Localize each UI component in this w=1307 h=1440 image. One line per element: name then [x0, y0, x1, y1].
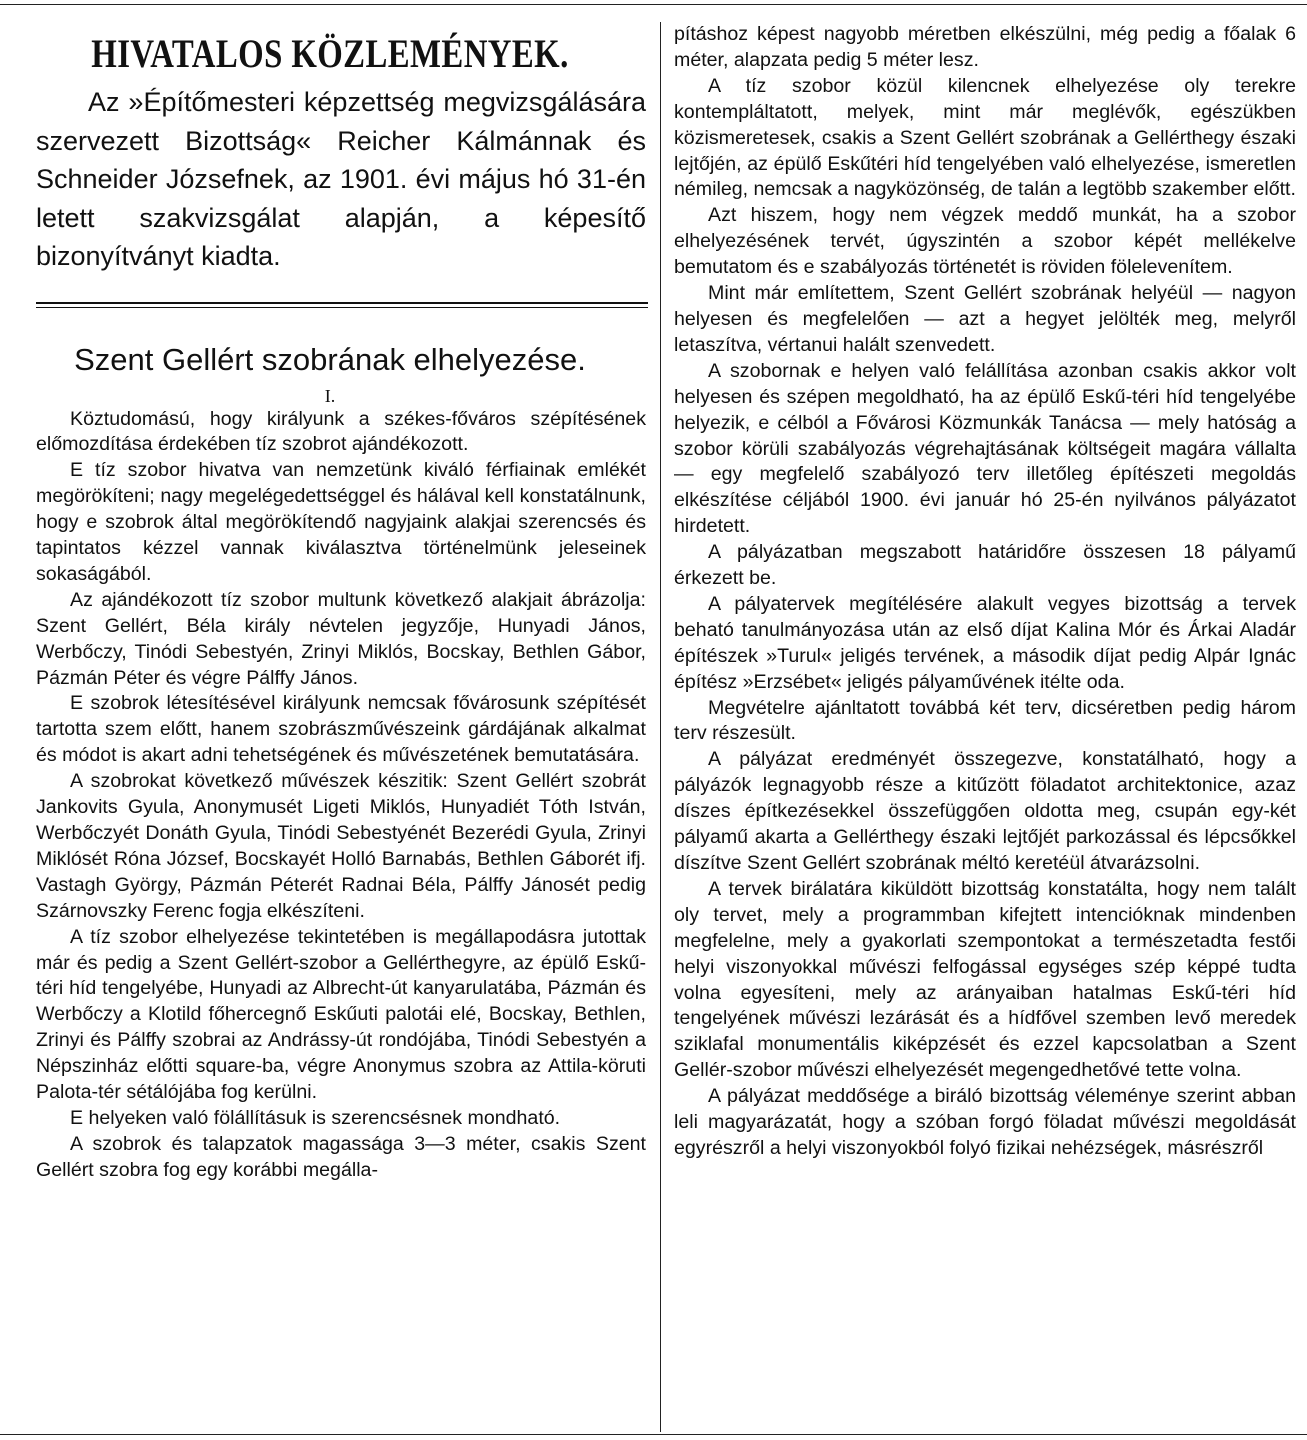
right-column: [666, 22, 1302, 1162]
paragraph: A tervek birálatára kiküldött bizottság konstatálta, hogy nem talált oly tervet, mely a programmban kifejtett intencióknak mindenben megfelelne, mely a gyakorlati szempontokat a természetadta festői helyi viszonyokkal művészi felfogással egységes szép képpé tudta volna egyesíteni, mely az arányaiban hatalmas Eskű-téri híd tengelyének művészi lezárását és a hídfővel szemben levő meredek sziklafal monumentális kiképzését és ezzel kapcsolatban a Szent Gellér-szobor művészi elhelyezését megengedhetővé tette volna.: [674, 877, 1296, 1082]
paragraph: E helyeken való fölállításuk is szerencsésnek mondható.: [70, 1106, 561, 1129]
notice-body: Az »Építőmesteri képzettség megvizsgálására szervezett Bizottság« Reicher Kálmánnak és Schneider Józsefnek, az 1901. évi május hó 31-én letett szakvizsgálat alapján, a képesítő bizonyítványt kiadta.: [36, 87, 646, 271]
right-column-text: [666, 22, 1302, 1162]
paragraph: A szobornak e helyen való felállítása azonban csakis akkor volt helyesen és szépen megoldható, ha az épülő Eskű-téri híd tengelyébe helyezik, e célból a Fővárosi Közmunkák Tanácsa — mely hatóság a szobor körüli szabályozás végrehajtásának költségeit magára vállalta — egy megfelelő szabályozó terv illetőleg építészeti megoldás elkészítése céljából 1900. évi január hó 25-én nyilvános pályázatot hirdetett.: [674, 359, 1296, 538]
paragraph: Mint már említettem, Szent Gellért szobrának helyéül — nagyon helyesen és megfelelően — azt a hegyet jelölték meg, melyről letaszítva, vértanui halált szenvedett.: [674, 282, 1296, 356]
paragraph-continued: pításhoz képest nagyobb méretben elkészülni, még pedig a főalak 6 méter, alapzata pedig 5 méter lesz.: [674, 23, 1296, 71]
paragraph: A tíz szobor elhelyezése tekintetében is megállapodásra jutottak már és pedig a Szent Gellért-szobor a Gellérthegyre, az épülő Eskű-téri híd tengelyébe, Hunyadi az Albrecht-út kanyarulatába, Pázmán és Werbőczy a Klotild főhercegnő Eskűuti palotái elé, Bocskay, Bethlen, Zrinyi és Pálffy szobrai az Andrássy-út rondójába, Tinódi Sebestyén a Népszinház előtti square-ba, végre Anonymus szobra az Attila-köruti Palota-tér sétálójába fog kerülni.: [36, 925, 646, 1104]
paragraph: A szobrokat következő művészek készitik: Szent Gellért szobrát Jankovits Gyula, Anonymusét Ligeti Miklós, Hunyadiét Tóth István, Werbőczyét Donáth Gyula, Tinódi Sebestyénét Bezerédi Gyula, Zrinyi Miklósét Róna József, Bocskayét Holló Barnabás, Bethlen Gáborét ifj. Vastagh György, Pázmán Péterét Radnai Béla, Pálffy Jánosét pedig Szárnovszky Ferenc fogja elkészíteni.: [36, 770, 646, 922]
paragraph: A pályatervek megítélésére alakult vegyes bizottság a tervek beható tanulmányozása után az első díjat Kalina Mór és Árkai Aladár építészek »Turul« jeligés tervének, a második díjat pedig Alpár Ignác építész »Erzsébet« jeligés pályaművének itélte oda.: [674, 592, 1296, 693]
page-top-rule: [0, 4, 1307, 5]
paragraph: Azt hiszem, hogy nem végzek meddő munkát, ha a szobor elhelyezésének tervét, úgyszintén a szobor képét mellékelve bemutatom és e szabályozás történetét is röviden fölelevenítem.: [674, 204, 1296, 279]
paragraph: A szobrok és talapzatok magassága 3—3 méter, csakis Szent Gellért szobra fog egy korábbi megálla-: [36, 1132, 646, 1181]
paragraph: Megvételre ajánltatott továbbá két terv, dicséretben pedig három terv részesült.: [674, 696, 1296, 745]
paragraph: A pályázat meddősége a biráló bizottság véleménye szerint abban leli magyarázatát, hogy a szóban forgó föladat művészi megoldását egyrészről a helyi viszonyokból folyó fizikai nehézségek, másrészről: [674, 1085, 1296, 1159]
section-divider: [36, 302, 648, 308]
paragraph: A pályázatban megszabott határidőre összesen 18 pályamű érkezett be.: [674, 541, 1296, 590]
left-column: [0, 22, 660, 1184]
paragraph: E szobrok létesítésével királyunk nemcsak fővárosunk szépítését tartotta szem előtt, hanem szobrászművészeink gárdájának alkalmat és módot is akart adni tehetségének és művészetének bemutatására.: [36, 692, 646, 767]
article-part-number: I.: [324, 385, 336, 406]
paragraph: E tíz szobor hivatva van nemzetünk kiváló férfiainak emlékét megörökíteni; nagy megelégedettséggel és hálával kell konstatálnunk, hogy e szobrok által megörökítendő nagyjaink alakjai szerencsés és tapintatos kézzel vannak kiválasztva történelmünk jeleseinek sokaságából.: [36, 459, 646, 585]
paragraph: Köztudomású, hogy királyunk a székes-főváros szépítésének előmozdítása érdekében tíz szobrot ajándékozott.: [36, 407, 646, 456]
notice-title: HIVATALOS KÖZLEMÉNYEK.: [91, 31, 569, 76]
column-divider: [660, 22, 661, 1432]
left-column-text: [0, 407, 660, 1184]
paragraph: A pályázat eredményét összegezve, konstatálható, hogy a pályázók legnagyobb része a kitűzött föladatot architektonice, azaz díszes építkezésekkel összefüggően oldotta meg, csupán egy-két pályamű akarta a Gellérthegy északi lejtőjét parkozással és lépcsőkkel díszítve Szent Gellért szobrának méltó keretéül átvarázsolni.: [674, 748, 1296, 874]
paragraph: A tíz szobor közül kilencnek elhelyezése oly terekre kontempláltatott, melyek, mint már meglévők, egészükben közismeretesek, csakis a Szent Gellért szobrának a Gellérthegy északi lejtőjén, az épülő Eskűtéri híd tengelyében való elhelyezése, ismeretlen némileg, nemcsak a nagyközönség, de talán a legtöbb szakember előtt.: [674, 74, 1296, 201]
paragraph: Az ajándékozott tíz szobor multunk következő alakjait ábrázolja: Szent Gellért, Béla király névtelen jegyzője, Hunyadi János, Werbőczy, Tinódi Sebestyén, Zrinyi Miklós, Bocskay, Bethlen Gábor, Pázmán Péter és végre Pálffy János.: [36, 588, 646, 689]
page-bottom-rule: [0, 1434, 1307, 1435]
article-title: Szent Gellért szobrának elhelyezése.: [74, 341, 586, 377]
